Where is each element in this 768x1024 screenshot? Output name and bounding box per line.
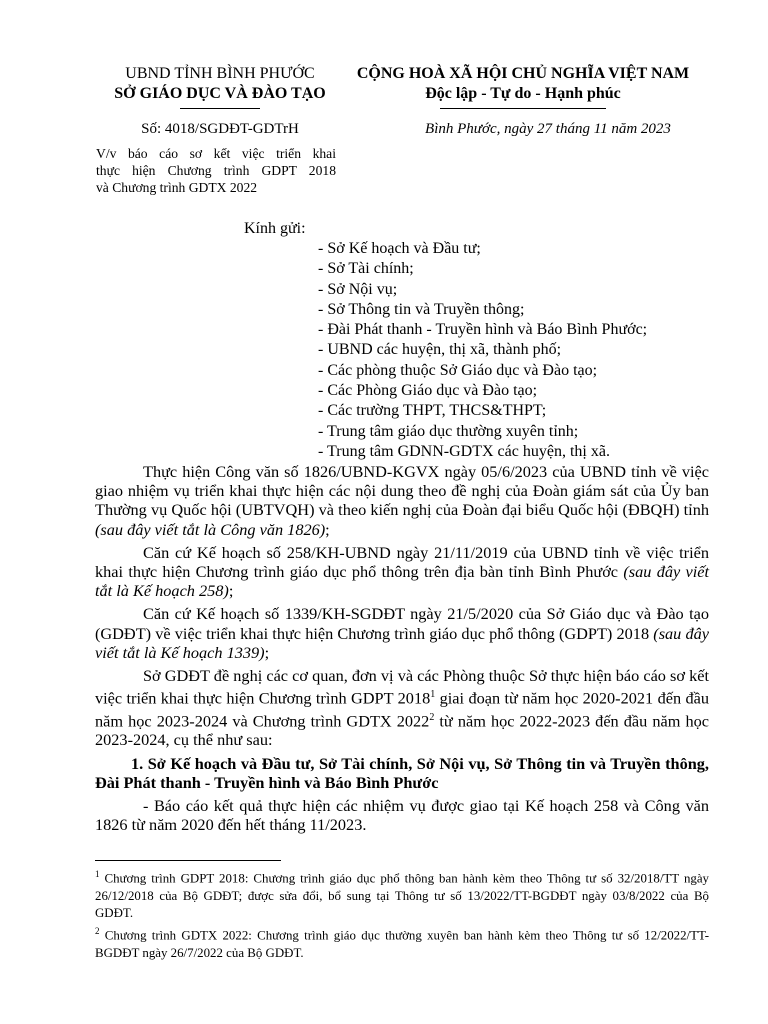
paragraph-text: giai đoạn từ năm học 2020-2021 đến đầu năm học 2023-2024 và Chương trình GDTX 2022 (95, 688, 709, 731)
document-body (95, 462, 709, 839)
paragraph: - Báo cáo kết quả thực hiện các nhiệm vụ được giao tại Kế hoạch 258 và Công văn 1826 từ năm 2020 đến hết tháng 11/2023. (95, 796, 709, 835)
paragraph-text: Căn cứ Kế hoạch số 258/KH-UBND ngày 21/11/2019 của UBND tỉnh về việc triển khai thực hiện Chương trình giáo dục phổ thông trên địa bàn tỉnh Bình Phước (95, 542, 709, 582)
issuer-parent: UBND TỈNH BÌNH PHƯỚC (125, 65, 315, 82)
subject-line: và Chương trình GDTX 2022 (96, 180, 258, 195)
recipient-item: - Sở Tài chính; (318, 260, 414, 278)
punctuation: ; (228, 581, 234, 601)
paragraph-text: Sở GDĐT đề nghị các cơ quan, đơn vị và các Phòng thuộc Sở thực hiện báo cáo sơ kết việc triển khai thực hiện Chương trình GDPT 2018 (95, 666, 709, 708)
paragraph (95, 462, 709, 539)
paragraph (95, 604, 709, 662)
paragraph-text: từ năm học 2022-2023 đến đầu năm học 2023-2024, cụ thể như sau: (95, 711, 709, 750)
abbreviation-note: (sau đây viết tắt là Kế hoạch 1339) (95, 623, 710, 662)
recipient-item: - Sở Kế hoạch và Đầu tư; (318, 240, 481, 257)
footnote-ref[interactable]: 1 (430, 689, 436, 701)
footnote-mark: 1 (95, 869, 100, 879)
recipient-item: - Sở Thông tin và Truyền thông; (318, 300, 525, 318)
punctuation: ; (325, 519, 330, 539)
footnote-text: Chương trình GDPT 2018: Chương trình giáo dục phổ thông ban hành kèm theo Thông tư số 32/2018/TT ngày 26/12/2018 của Bộ GDĐT; được sửa đổi, bổ sung tại Thông tư số 13/2022/TT-BGDĐT ngày 03/8/2022 của Bộ GDĐT. (95, 871, 709, 921)
recipient-list (318, 239, 647, 462)
motto: Độc lập - Tự do - Hạnh phúc (425, 85, 621, 102)
footnote-mark: 2 (95, 925, 100, 936)
footnote (95, 866, 709, 923)
subject-line: V/v báo cáo sơ kết việc triển khai (96, 146, 336, 161)
recipient-item: - Các Phòng Giáo dục và Đào tạo; (318, 382, 538, 400)
recipient-item: - Các trường THPT, THCS&THPT; (318, 402, 547, 420)
subject-block (96, 145, 336, 196)
punctuation: ; (264, 642, 270, 662)
paragraph (95, 666, 709, 750)
national-motto-block (318, 64, 728, 104)
greeting: Kính gửi: (244, 220, 306, 237)
paragraph-text: Thực hiện Công văn số 1826/UBND-KGVX ngày 05/6/2023 của UBND tỉnh về việc giao nhiệm vụ triển khai thực hiện các nội dung theo đề nghị của Đoàn giám sát của Ủy ban Thường vụ Quốc hội (UBTVQH) và theo kiến nghị của Đoàn đại biểu Quốc hội (ĐBQH) tỉnh (95, 462, 709, 520)
issuer-underline (180, 108, 260, 109)
recipient-item: - Trung tâm GDNN-GDTX các huyện, thị xã. (318, 442, 610, 460)
recipient-item: - UBND các huyện, thị xã, thành phố; (318, 341, 562, 359)
paragraph-text: Căn cứ Kế hoạch số 1339/KH-SGDĐT ngày 21/5/2020 của Sở Giáo dục và Đào tạo (GDĐT) về việc triển khai thực hiện Chương trình giáo dục phổ thông (GDPT) 2018 (95, 604, 709, 643)
footnotes (95, 866, 709, 962)
date-place: Bình Phước, ngày 27 tháng 11 năm 2023 (425, 121, 671, 137)
footnote-text: Chương trình GDTX 2022: Chương trình giáo dục thường xuyên ban hành kèm theo Thông tư số 12/2022/TT-BGDĐT ngày 26/7/2022 của Bộ GDĐT. (95, 928, 709, 960)
paragraph (95, 543, 709, 601)
footnote (95, 923, 709, 962)
footnote-ref[interactable]: 2 (429, 711, 435, 723)
recipient-item: - Trung tâm giáo dục thường xuyên tỉnh; (318, 422, 579, 440)
abbreviation-note: (sau đây viết tắt là Công văn 1826) (95, 519, 326, 539)
recipient-item: - Sở Nội vụ; (318, 280, 398, 298)
section-heading: 1. Sở Kế hoạch và Đầu tư, Sở Tài chính, Sở Nội vụ, Sở Thông tin và Truyền thông, Đài Phát thanh - Truyền hình và Báo Bình Phước (95, 753, 709, 792)
motto-underline (440, 108, 606, 109)
recipient-item: - Đài Phát thanh - Truyền hình và Báo Bình Phước; (318, 321, 648, 339)
footnote-separator (95, 860, 281, 861)
issuer-department: SỞ GIÁO DỤC VÀ ĐÀO TẠO (114, 85, 326, 102)
subject-line: thực hiện Chương trình GDPT 2018 (96, 163, 336, 178)
document-number: Số: 4018/SGDĐT-GDTrH (141, 121, 299, 137)
country-name: CỘNG HOÀ XÃ HỘI CHỦ NGHĨA VIỆT NAM (356, 65, 690, 82)
recipient-item: - Các phòng thuộc Sở Giáo dục và Đào tạo; (318, 361, 598, 379)
abbreviation-note: (sau đây viết tắt là Kế hoạch 258) (95, 562, 710, 601)
